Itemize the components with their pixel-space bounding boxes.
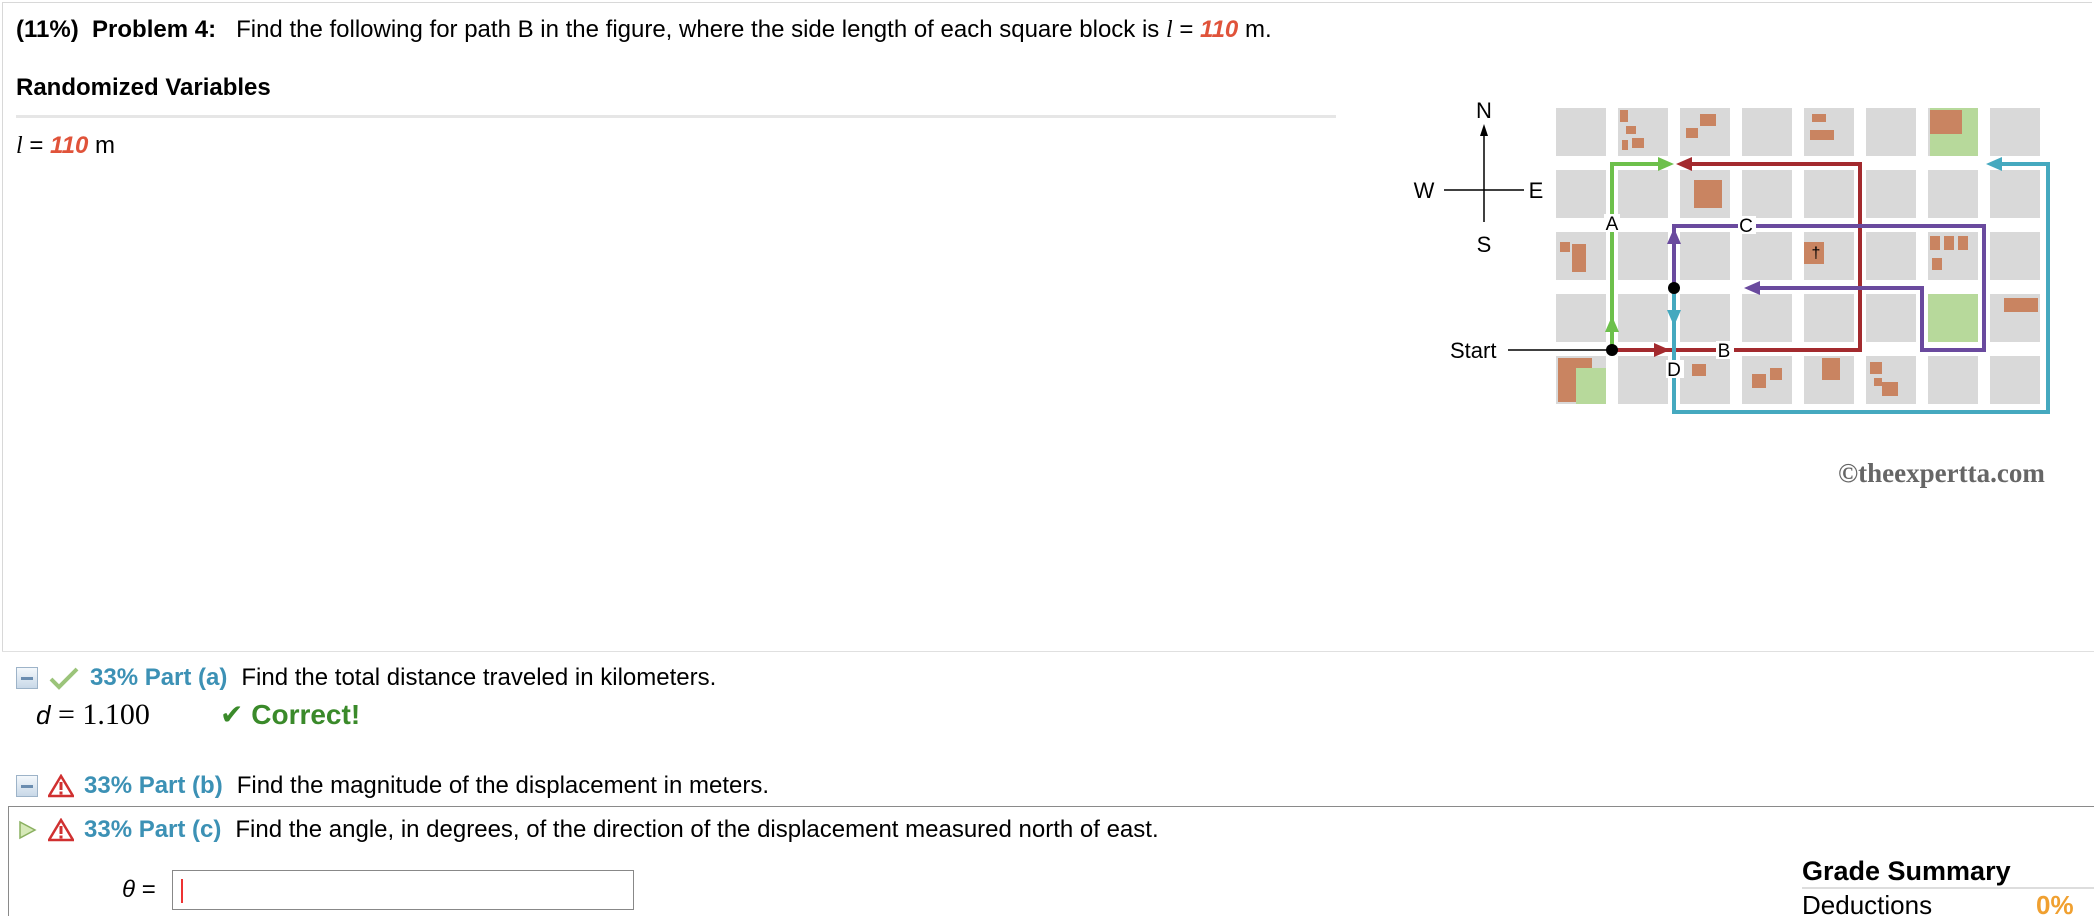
problem-value: 110: [1200, 16, 1239, 43]
answer-a-value: 1.100: [82, 698, 150, 731]
section-divider: [2, 651, 2094, 652]
warning-icon: [48, 774, 74, 798]
church-icon: †: [1811, 245, 1821, 262]
north-arrow-icon: [1480, 124, 1488, 136]
compass-w: W: [1413, 178, 1435, 203]
expand-arrow-icon[interactable]: [16, 819, 38, 841]
grade-divider: [1802, 887, 2094, 889]
compass-icon: [1444, 132, 1524, 222]
path-c-end-arrow-icon: [1744, 281, 1760, 295]
part-b-row: [16, 772, 769, 800]
point-b-label: B: [1717, 341, 1731, 362]
path-d-end-arrow-icon: [1986, 157, 2002, 171]
problem-number: Problem 4:: [92, 16, 217, 43]
part-b-label[interactable]: 33% Part (b): [84, 772, 223, 799]
part-a-row: [16, 664, 716, 692]
rv-unit: m: [94, 132, 115, 159]
part-c-text: Find the angle, in degrees, of the direction of the displacement measured north of east.: [235, 816, 1159, 843]
compass-e: E: [1528, 178, 1544, 203]
rv-var: l: [16, 133, 23, 159]
randomized-variable: [16, 132, 115, 160]
theta-input[interactable]: [172, 870, 634, 910]
problem-var: l: [1165, 17, 1173, 43]
text-caret: [181, 879, 183, 903]
checkmark-icon: [48, 666, 80, 690]
start-label: Start: [1450, 338, 1497, 363]
warning-icon: [48, 818, 74, 842]
copyright: ©theexpertta.com: [1838, 458, 2045, 488]
problem-unit: m.: [1244, 16, 1272, 43]
theta-var: θ: [122, 876, 136, 903]
part-a-text: Find the total distance traveled in kilometers.: [241, 664, 717, 691]
randomized-variables-title: Randomized Variables: [16, 74, 271, 101]
path-b-arrow-icon: [1654, 343, 1670, 357]
collapse-button-b[interactable]: [16, 775, 38, 797]
path-a-end-arrow-icon: [1658, 157, 1674, 171]
rv-eq: =: [22, 132, 51, 159]
problem-text: Find the following for path B in the figure, where the side length of each square block is: [236, 16, 1160, 43]
grade-summary-title: Grade Summary: [1802, 856, 2011, 886]
path-b-end-arrow-icon: [1676, 157, 1692, 171]
problem-eq: =: [1172, 16, 1201, 43]
problem-weight: (11%): [16, 16, 79, 43]
answer-a: [36, 698, 150, 732]
start-point-icon: [1606, 344, 1618, 356]
divider: [16, 115, 1336, 118]
answer-a-eq: =: [50, 698, 83, 731]
part-c-row: [16, 816, 1159, 844]
point-d-label: D: [1667, 360, 1681, 381]
point-c-label: C: [1739, 216, 1753, 237]
part-c-label[interactable]: 33% Part (c): [84, 816, 222, 843]
deductions-value: 0%: [2036, 890, 2074, 920]
collapse-button-a[interactable]: [16, 667, 38, 689]
point-a-label: A: [1605, 214, 1619, 235]
compass-s: S: [1476, 232, 1492, 257]
junction-point-icon: [1668, 282, 1680, 294]
theta-label: [122, 876, 156, 904]
part-b-text: Find the magnitude of the displacement in meters.: [236, 772, 769, 799]
part-a-label[interactable]: 33% Part (a): [90, 664, 228, 691]
path-a-arrow-icon: [1605, 316, 1619, 332]
deductions-label: Deductions: [1802, 890, 1933, 920]
compass-n: N: [1476, 98, 1492, 123]
answer-a-var: d: [36, 700, 51, 730]
theta-eq: =: [135, 876, 156, 903]
rv-value: 110: [50, 132, 89, 159]
path-figure: [1400, 92, 2094, 512]
correct-status: ✔ Correct!: [220, 699, 361, 730]
problem-statement: [16, 16, 1272, 44]
path-c-arrow-icon: [1667, 228, 1681, 244]
